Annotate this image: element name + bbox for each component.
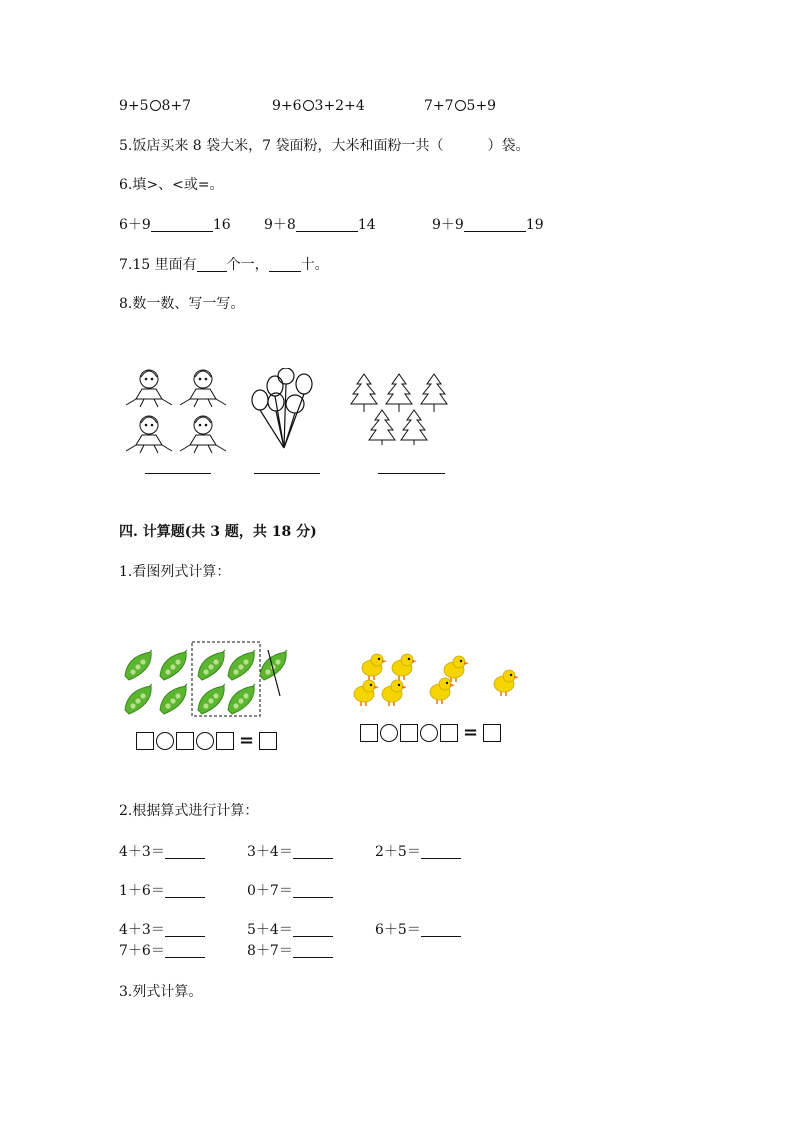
doll-icon [126,416,172,453]
question-6-title: 6.填>、<或=。 [119,177,224,193]
calc-expression: 0＋7＝ [247,883,293,899]
pea-pod-icon [198,684,225,714]
chicks-expression [360,722,501,743]
balloon-icon [252,390,268,410]
calc-expression: 3＋4＝ [247,844,293,860]
trees-picture [350,372,450,447]
calc-expression: 6＋5＝ [375,922,421,938]
q6-answer-blank[interactable] [296,217,358,232]
answer-box[interactable] [400,724,418,742]
chick-icon [382,680,407,706]
compare-circle[interactable] [455,100,466,111]
question-5 [119,136,530,156]
balloons-count-blank[interactable] [254,473,320,474]
calc-answer-blank[interactable] [421,844,461,859]
answer-box[interactable] [483,724,501,742]
pea-pod-icon [198,650,225,680]
operator-circle[interactable] [196,732,214,750]
balloon-icon [296,374,312,394]
dolls-count-blank[interactable] [145,473,211,474]
chicks-picture [350,650,525,710]
q6-item-2 [264,215,376,235]
calc-expression: 1＋6＝ [119,883,165,899]
calc-item [375,842,461,862]
calc-answer-blank[interactable] [293,943,333,958]
compare-item-3 [424,96,496,116]
calc-expression: 8＋7＝ [247,943,293,959]
equals-sign: = [239,730,255,751]
compare-right: 8+7 [161,98,192,114]
equals-sign: = [463,722,479,743]
compare-right: 3+2+4 [314,98,365,114]
pea-pod-icon [125,684,152,714]
compare-circle[interactable] [303,100,314,111]
calc-answer-blank[interactable] [165,883,205,898]
calc-item [247,941,333,961]
q7-prefix: 7.15 里面有 [119,257,197,273]
q6-right: 16 [212,217,231,233]
calc-3-title: 3.列式计算。 [119,984,203,1000]
calc-expression: 5＋4＝ [247,922,293,938]
balloon-icon [278,368,294,384]
trees-count-blank[interactable] [378,473,445,474]
compare-right: 5+9 [466,98,497,114]
peas-picture [118,638,288,720]
calc-answer-blank[interactable] [293,883,333,898]
chick-icon [444,656,469,682]
section-4-title: 四. 计算题(共 3 题，共 18 分) [119,524,317,540]
tree-icon [401,410,427,445]
q6-answer-blank[interactable] [464,217,526,232]
doll-icon [180,416,226,453]
pea-pod-icon [160,684,187,714]
chick-icon [494,670,519,696]
q6-left: 9＋8 [264,217,296,233]
doll-icon [180,370,226,407]
tree-icon [386,374,412,412]
calc-expression: 7＋6＝ [119,943,165,959]
operator-circle[interactable] [156,732,174,750]
calc-answer-blank[interactable] [293,922,333,937]
balloons-picture [248,368,328,453]
answer-box[interactable] [136,732,154,750]
calc-item [247,842,333,862]
calc-item [247,920,333,940]
answer-box[interactable] [176,732,194,750]
calc-item [247,881,333,901]
operator-circle[interactable] [420,724,438,742]
question-8-title: 8.数一数、写一写。 [119,296,245,312]
calc-expression: 4＋3＝ [119,922,165,938]
tree-icon [351,374,377,412]
compare-left: 7+7 [424,98,454,114]
q5-text-end: ）袋。 [487,138,530,154]
calc-answer-blank[interactable] [293,844,333,859]
q6-right: 19 [525,217,544,233]
compare-item-2 [272,96,365,116]
q6-item-1 [119,215,231,235]
calc-item [119,842,205,862]
calc-expression: 2＋5＝ [375,844,421,860]
calc-answer-blank[interactable] [165,922,205,937]
calc-item [375,920,461,940]
doll-icon [126,370,172,407]
calc-expression: 4＋3＝ [119,844,165,860]
q6-item-3 [432,215,544,235]
operator-circle[interactable] [380,724,398,742]
pea-pod-icon [228,684,255,714]
calc-answer-blank[interactable] [165,844,205,859]
compare-item-1 [119,96,191,116]
dolls-picture [122,365,232,460]
chick-icon [362,654,387,680]
pea-pod-icon [228,650,255,680]
calc-2-title: 2.根据算式进行计算： [119,803,259,819]
calc-answer-blank[interactable] [421,922,461,937]
answer-box[interactable] [360,724,378,742]
chick-icon [392,654,417,680]
pea-pod-icon [125,650,152,680]
pea-pod-icon [160,650,187,680]
q7-ones-blank[interactable] [197,257,227,272]
q5-text: 5.饭店买来 8 袋大米，7 袋面粉，大米和面粉一共（ [119,138,444,154]
q6-left: 6＋9 [119,217,151,233]
tree-icon [369,410,395,445]
pea-pod-icon [260,650,287,680]
q7-suffix: 十。 [300,257,329,273]
q7-tens-blank[interactable] [269,257,301,272]
compare-left: 9+5 [119,98,149,114]
chick-icon [354,680,379,706]
tree-icon [421,374,447,412]
compare-left: 9+6 [272,98,302,114]
calc-answer-blank[interactable] [165,943,205,958]
q6-answer-blank[interactable] [151,217,213,232]
answer-box[interactable] [259,732,277,750]
peas-expression [136,730,277,751]
answer-box[interactable] [216,732,234,750]
calc-item [119,920,205,940]
q6-right: 14 [357,217,376,233]
calc-item [119,941,205,961]
q7-mid: 个一， [226,257,269,273]
q6-left: 9＋9 [432,217,464,233]
answer-box[interactable] [440,724,458,742]
compare-circle[interactable] [150,100,161,111]
question-7 [119,255,329,275]
calc-item [119,881,205,901]
calc-1-title: 1.看图列式计算： [119,564,231,580]
balloon-icon [286,395,304,413]
